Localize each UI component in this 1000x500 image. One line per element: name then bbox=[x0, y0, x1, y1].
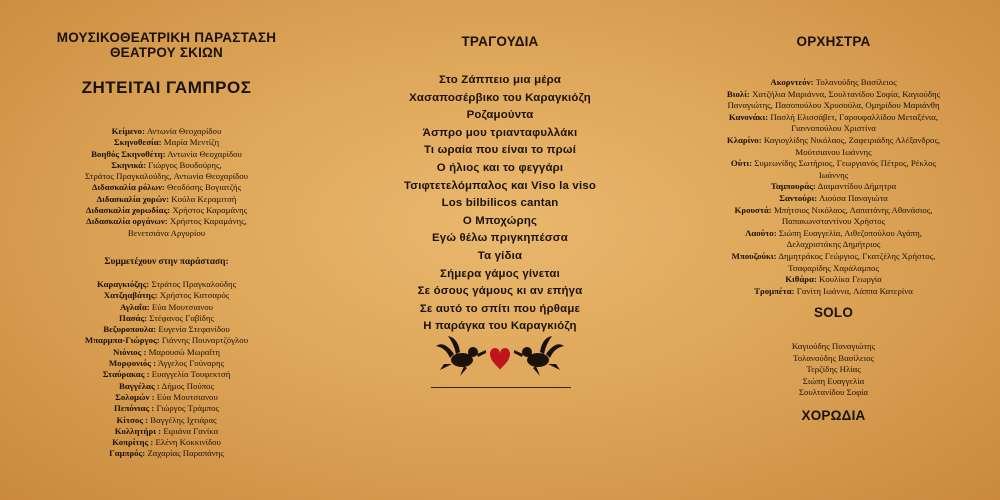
credit-name: Καγιογλίδης Νικόλαος, Ζαφειριάδης Αλέξανδρος, bbox=[763, 134, 941, 145]
credit-line bbox=[667, 286, 1000, 298]
credit-line bbox=[0, 126, 333, 137]
credit-role: Διδασκαλία οργάνων: bbox=[86, 216, 168, 227]
credit-name: Ζαχαρίας Παραπάνης bbox=[147, 448, 224, 459]
right-cherub-icon bbox=[514, 336, 564, 376]
song-item: Η παράγκα του Καραγκιόζη bbox=[423, 320, 577, 333]
credits-list bbox=[0, 126, 333, 239]
credit-name: Συμεωνίδης Σωτήριος, Γεωργιανός Πέτρος, Ρέκλος bbox=[754, 158, 937, 169]
play-title: ΖΗΤΕΙΤΑΙ ΓΑΜΠΡΟΣ bbox=[81, 78, 252, 97]
credit-role: Διδασκαλία χορών: bbox=[96, 193, 170, 204]
credit-name: Γιάννης Πουναρτζόγλου bbox=[161, 335, 249, 346]
credit-name: Τσαφαρίδης Χαράλαμπος bbox=[788, 262, 879, 273]
credit-line bbox=[667, 170, 1000, 182]
credit-name: Χρήστος Καραμάνης, bbox=[169, 216, 247, 227]
credit-name: Δελαχριστάκης Δημήτριος bbox=[786, 239, 881, 250]
credit-role: Τρομπέτα: bbox=[754, 285, 795, 296]
song-item: Ο ήλιος και το φεγγάρι bbox=[436, 161, 564, 174]
credit-line bbox=[667, 239, 1000, 251]
credit-line bbox=[667, 100, 1000, 112]
credit-name: Στράτος Πραγκαλούδης bbox=[151, 279, 237, 289]
credit-name: Ευαγγελία Τουφεκτσή bbox=[151, 369, 231, 380]
solo-item: Σιώπη Ευαγγελία bbox=[802, 375, 865, 386]
credit-line bbox=[667, 158, 1000, 170]
credit-name: Αντωνία Θεοχαρίδου bbox=[146, 126, 222, 136]
solo-item: Καγιούδης Παναγιώτης bbox=[791, 341, 876, 351]
credit-role: Σκηνοθεσία: bbox=[113, 137, 162, 148]
solo-list bbox=[667, 341, 1000, 399]
credit-role: Μπαρμπα-Γιώργος: bbox=[84, 335, 160, 346]
credit-name: Δήμος Πούπος bbox=[161, 380, 215, 391]
credit-role: Διδασκαλία ρόλων: bbox=[91, 182, 165, 193]
credit-line bbox=[0, 137, 333, 148]
credit-name: Στέφανος Γαβίδης bbox=[149, 312, 214, 323]
song-item: Σε όσους γάμους κι αν επήγα bbox=[417, 285, 583, 298]
credit-role: Σταύρακας : bbox=[102, 369, 150, 380]
credit-line bbox=[667, 77, 1000, 89]
credit-name: Παναγιώτης, Πασοπούλου Χρυσούλα, Ομηρίδου Μαριάνθη bbox=[727, 100, 940, 111]
credit-role: Γαμπρός: bbox=[109, 448, 146, 459]
credit-name: Διαμαντίδου Δήμητρα bbox=[817, 181, 897, 192]
credit-role: Κολλητήρι : bbox=[114, 425, 162, 436]
credit-line bbox=[0, 437, 333, 448]
credit-line bbox=[0, 205, 333, 216]
credit-role: Χατζηαβάτης: bbox=[103, 290, 158, 301]
credit-name: Εύα Μουτσιανου bbox=[156, 391, 218, 402]
cast-heading: Συμμετέχουν στην παράσταση: bbox=[104, 257, 229, 267]
credit-line bbox=[0, 160, 333, 171]
choir-heading: ΧΟΡΩΔΙΑ bbox=[801, 408, 866, 423]
heart-icon bbox=[490, 348, 510, 370]
credit-name: Γιώργος Βουδούρης, bbox=[148, 159, 222, 170]
songs-list bbox=[333, 72, 667, 336]
credit-name: Κούλα Κεραμιτσή bbox=[171, 193, 237, 204]
credit-role: Μπουζούκι: bbox=[731, 250, 777, 261]
credit-name: Άγγελος Γούναρης bbox=[157, 358, 225, 369]
credit-line bbox=[0, 426, 333, 437]
credit-line bbox=[0, 216, 333, 227]
credit-line bbox=[667, 123, 1000, 135]
divider-line bbox=[431, 387, 571, 388]
song-item: Στο Ζάππειο μια μέρα bbox=[438, 74, 562, 86]
credit-role: Διδασκαλία χορωδίας: bbox=[85, 205, 171, 216]
credit-line bbox=[0, 313, 333, 324]
solo-heading: SOLO bbox=[813, 305, 854, 320]
credit-role: Πασάς: bbox=[119, 312, 148, 323]
credit-line bbox=[0, 347, 333, 358]
solo-item: Τολανούδης Βασίλειος bbox=[793, 352, 874, 363]
songs-heading: ΤΡΑΓΟΥΔΙΑ bbox=[461, 34, 539, 49]
left-column bbox=[0, 0, 333, 500]
credit-name: Πασλή Ελισσάβετ, Γαρουφαλλίδου Μεταξένια, bbox=[770, 111, 939, 122]
credit-line bbox=[667, 263, 1000, 275]
credit-line bbox=[0, 228, 333, 239]
credit-line bbox=[0, 358, 333, 369]
song-item: Ροζαμούντα bbox=[466, 109, 534, 122]
credit-role: Κιθάρα: bbox=[785, 274, 817, 285]
credit-line bbox=[0, 302, 333, 313]
song-item: Χασαποσέρβικο του Καραγκιόζη bbox=[409, 91, 591, 104]
credit-role: Κανονάκι: bbox=[728, 111, 769, 122]
credit-name: Βενετσιάνα Αργυρίου bbox=[127, 227, 206, 238]
song-item: Εγώ θέλω πριγκηπέσσα bbox=[431, 232, 569, 245]
song-item: Τσιφτετελόμπαλος και Viso la viso bbox=[403, 179, 597, 192]
credit-name: Ιωάννης bbox=[818, 169, 849, 180]
credit-role: Σολομών : bbox=[115, 391, 155, 402]
credit-role: Πεπόνιας : bbox=[114, 403, 155, 414]
credit-role: Καραγκιόζης: bbox=[96, 279, 150, 289]
credit-line bbox=[667, 112, 1000, 124]
credit-line bbox=[0, 403, 333, 414]
credit-name: Ειριάνα Γανίκα bbox=[163, 425, 219, 436]
credit-role: Κλαρίνο: bbox=[726, 134, 762, 145]
credit-line bbox=[0, 182, 333, 193]
credit-line bbox=[0, 171, 333, 182]
solo-item: Τερζίδης Ηλίας bbox=[806, 364, 861, 375]
credit-line bbox=[667, 205, 1000, 217]
credit-role: Βοηθός Σκηνοθέτη: bbox=[91, 148, 166, 159]
credit-role: Σαντούρι: bbox=[779, 192, 818, 203]
credit-line bbox=[667, 251, 1000, 263]
credit-role: Κίτσος : bbox=[116, 414, 149, 425]
credit-name: Χρήστος Καραμάνης bbox=[172, 205, 248, 216]
credit-line bbox=[0, 335, 333, 346]
credit-name: Γανίτη Ιωάννα, Λάππα Κατερίνα bbox=[796, 285, 913, 296]
orchestra-heading: ΟΡΧΗΣΤΡΑ bbox=[796, 34, 871, 49]
solo-item: Σουλτανίδου Σοφία bbox=[798, 387, 869, 398]
credit-name: Μούτσιανου Ιωάννης bbox=[795, 146, 872, 157]
credit-name: Μαρία Μεντίζη bbox=[163, 137, 220, 148]
credit-line bbox=[667, 181, 1000, 193]
credit-name: Λιούσα Παναγιώτα bbox=[818, 192, 888, 203]
credit-name: Χρήστος Κατσαρός bbox=[159, 290, 230, 301]
credit-name: Δημητράκος Γεώργιος, Γκατζέλης Χρήστος, bbox=[778, 250, 936, 261]
credit-role: Ταμπουράς: bbox=[770, 181, 816, 192]
credit-role: Νιόνιος : bbox=[113, 346, 147, 357]
credit-line bbox=[0, 448, 333, 459]
credit-role: Σκηνικά: bbox=[111, 159, 147, 170]
credit-role: Βαγγέλας : bbox=[118, 380, 160, 391]
credit-line bbox=[667, 274, 1000, 286]
credit-line bbox=[667, 216, 1000, 228]
credit-name: Βαγγέλης Ιχτιάρας bbox=[150, 414, 217, 425]
song-item: Σε αυτό το σπίτι που ήρθαμε bbox=[419, 302, 581, 315]
credit-name: Κουλίκα Γεωργία bbox=[819, 274, 882, 285]
credit-name: Γιώργος Τράμπος bbox=[156, 403, 219, 414]
song-item: Τα γίδια bbox=[477, 249, 523, 262]
credit-role: Μορφονιός : bbox=[108, 358, 157, 369]
credit-line bbox=[667, 135, 1000, 147]
right-column bbox=[667, 0, 1000, 500]
credit-role: Αγλαΐα: bbox=[119, 301, 150, 312]
heading-line-2: ΘΕΑΤΡΟΥ ΣΚΙΩΝ bbox=[109, 45, 224, 60]
credit-name: Γιαννοπούλου Χριστίνα bbox=[791, 123, 876, 134]
credit-line bbox=[0, 369, 333, 380]
credit-line bbox=[667, 147, 1000, 159]
credit-role: Ακορντεόν: bbox=[770, 77, 814, 87]
credit-line bbox=[0, 194, 333, 205]
credit-role: Κείμενο: bbox=[111, 126, 146, 136]
song-item: Los bilbilicos cantan bbox=[441, 197, 559, 210]
cherubs-heart-ornament bbox=[430, 330, 570, 390]
credit-name: Θεοδόσης Βογιατζής bbox=[167, 182, 242, 193]
credit-role: Βιολί: bbox=[726, 88, 750, 99]
song-item: Τι ωραία που είναι το πρωί bbox=[423, 144, 577, 157]
credit-name: Αντωνία Θεοχαρίδου bbox=[167, 148, 242, 159]
credit-line bbox=[0, 415, 333, 426]
song-item: Άσπρο μου τριανταφυλλάκι bbox=[422, 126, 578, 139]
credit-name: Σιώπη Ευαγγελία, Αιθεζοπούλου Αγάπη, bbox=[778, 227, 922, 238]
heading-line-1: ΜΟΥΣΙΚΟΘΕΑΤΡΙΚΗ ΠΑΡΑΣΤΑΣΗ bbox=[56, 30, 277, 45]
credit-line bbox=[0, 392, 333, 403]
credit-role: Ούτι: bbox=[730, 158, 753, 169]
credit-name: Χατζήλια Μαριάννα, Σουλτανίδου Σοφία, Καγιούδης bbox=[752, 88, 941, 99]
credit-name: Παπακωνσταντίνου Χρήστος bbox=[781, 216, 886, 227]
credit-line bbox=[0, 381, 333, 392]
cast-list bbox=[0, 279, 333, 460]
left-cherub-icon bbox=[436, 336, 486, 376]
credit-role: Κρουστά: bbox=[734, 204, 772, 215]
song-item: Σήμερα γάμος γίνεται bbox=[440, 267, 560, 280]
credit-name: Ευγενία Στεφανίδου bbox=[158, 324, 230, 335]
production-heading bbox=[0, 30, 333, 60]
song-item: Ο Μποχώρης bbox=[462, 214, 538, 227]
credit-role: Βεζυροπουλα: bbox=[103, 324, 157, 335]
credit-role: Λαούτο: bbox=[745, 227, 777, 238]
credit-name: Μπήτσιος Νικόλαος, Λαπατάνης Αθανάσιος, bbox=[773, 204, 933, 215]
credit-line bbox=[667, 193, 1000, 205]
credit-name: Ελένη Κοκκινίδου bbox=[155, 437, 221, 448]
center-column bbox=[333, 0, 667, 500]
credit-line bbox=[0, 149, 333, 160]
credit-name: Εύα Μουτσιανου bbox=[151, 301, 214, 312]
credit-name: Τολανούδης Βασίλειος bbox=[815, 77, 897, 87]
credit-role: Κοπρίτης : bbox=[112, 437, 154, 448]
orchestra-list bbox=[667, 77, 1000, 297]
credit-line bbox=[667, 89, 1000, 101]
credit-line bbox=[0, 324, 333, 335]
credit-name: Μαρουσώ Μωραΐτη bbox=[148, 346, 220, 357]
credit-line bbox=[0, 290, 333, 301]
credit-line bbox=[0, 279, 333, 290]
credit-line bbox=[667, 228, 1000, 240]
credit-name: Στράτος Πραγκαλούδης, Αντωνία Θεοχαρίδου bbox=[84, 171, 249, 182]
